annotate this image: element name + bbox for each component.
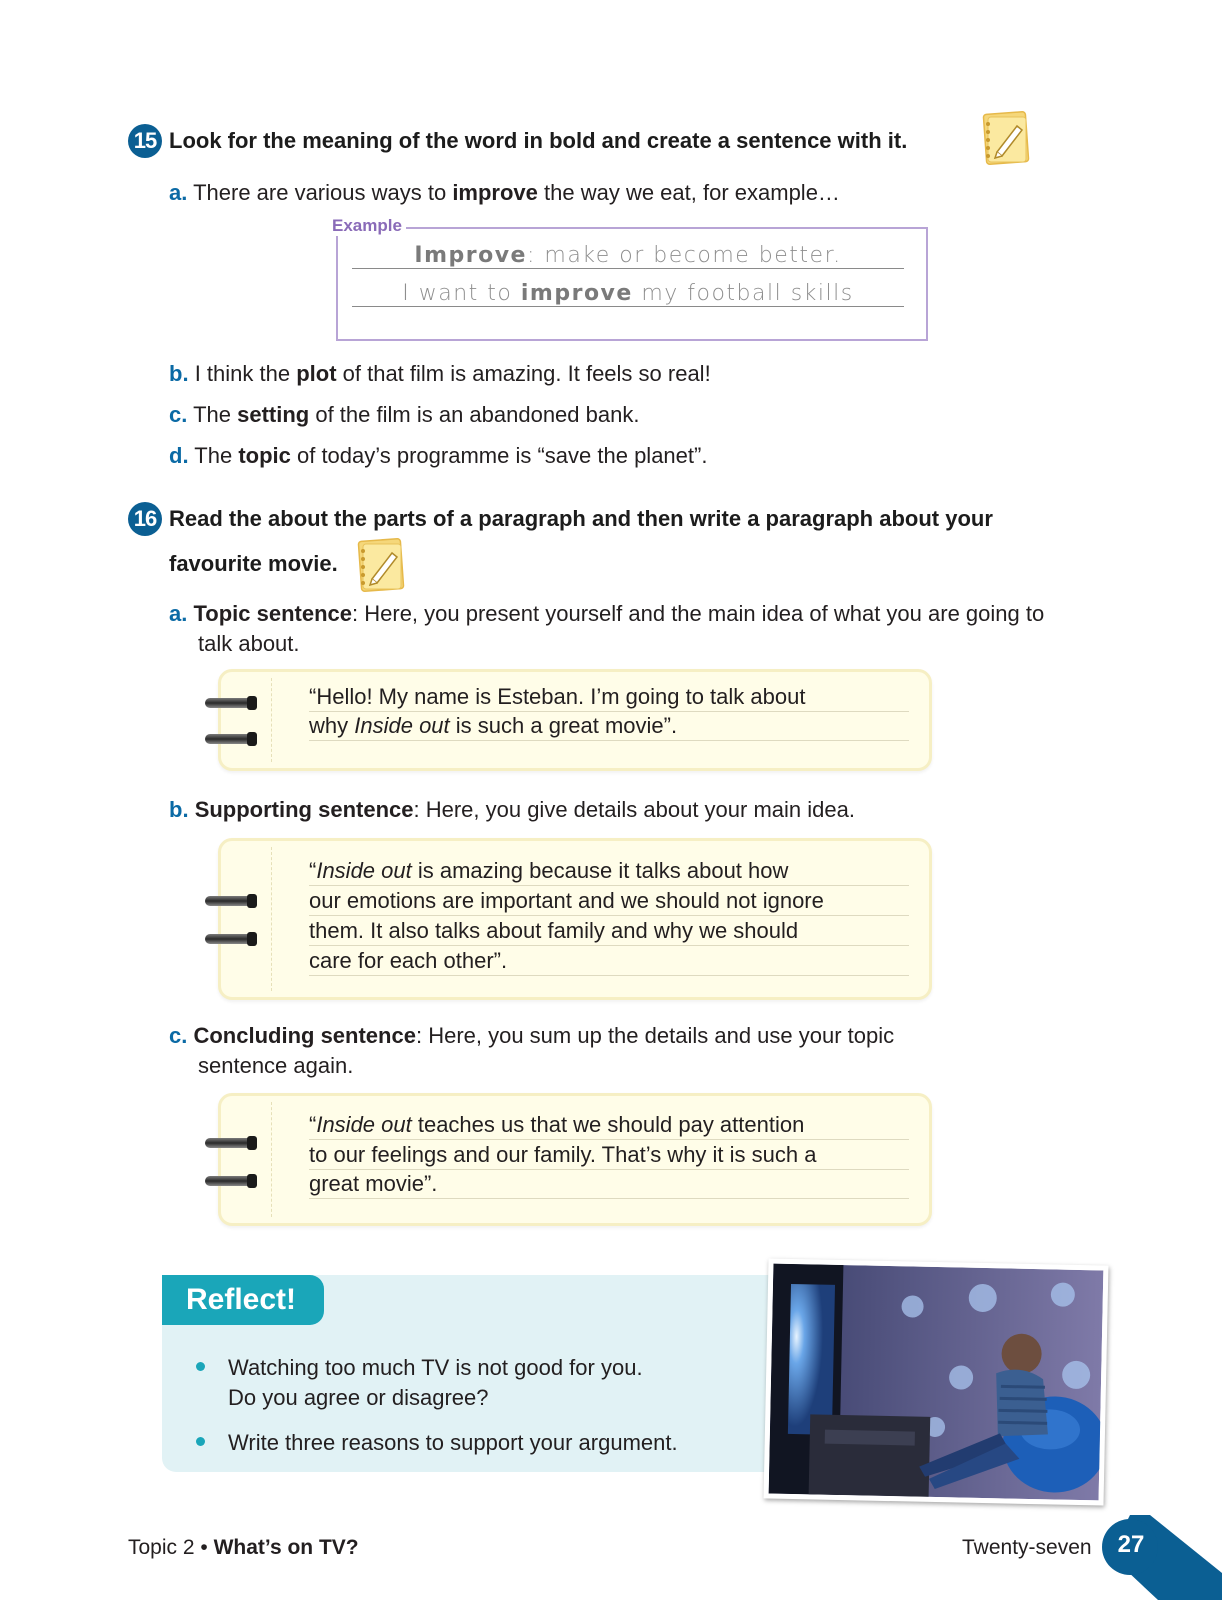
card-line: great movie”.: [309, 1169, 909, 1199]
item-letter: c.: [169, 402, 188, 427]
item-text-pre: I think the: [194, 361, 297, 386]
notebook-ring-icon: [205, 1138, 257, 1148]
exercise-15-instruction: Look for the meaning of the word in bold and create a sentence with it.: [169, 128, 908, 153]
exercise-16-item-a: [169, 601, 1044, 627]
card-text-pre: why: [309, 713, 355, 738]
notepad-pencil-icon: [355, 537, 407, 595]
notebook-ring-icon: [205, 934, 257, 944]
item-bold-term: Concluding sentence: [193, 1023, 416, 1048]
card-line: [309, 711, 909, 741]
notebook-ring-icon: [205, 1176, 257, 1186]
item-text-pre: The: [194, 443, 239, 468]
item-letter: d.: [169, 443, 189, 468]
example-definition-line: [352, 243, 904, 269]
exercise-15-item-b: [169, 361, 711, 387]
card-text-post: is amazing because it talks about how: [411, 858, 789, 883]
example-sentence-post: my football skills: [632, 281, 854, 306]
exercise-16-instruction-line1: Read the about the parts of a paragraph and then write a paragraph about your: [169, 506, 993, 531]
example-definition: : make or become better.: [526, 243, 842, 268]
item-text-post: of today’s programme is “save the planet”.: [290, 443, 708, 468]
note-card-concluding: [218, 1093, 932, 1226]
exercise-15-item-a: [169, 180, 840, 206]
item-bold-term: Topic sentence: [193, 601, 353, 626]
footer-topic: [128, 1536, 359, 1560]
example-sentence-line: [352, 281, 904, 307]
example-word: Improve: [414, 243, 527, 268]
reflect-title: Reflect!: [162, 1275, 324, 1325]
card-margin-line: [271, 847, 272, 991]
item-letter: b.: [169, 797, 189, 822]
item-text-pre: The: [193, 402, 238, 427]
card-line: them. It also talks about family and why we should: [309, 916, 909, 946]
bullet-dot: [196, 1437, 205, 1446]
page-number: 27: [1117, 1531, 1145, 1558]
item-text-post: of the film is an abandoned bank.: [309, 402, 640, 427]
exercise-16-item-c-continued: sentence again.: [198, 1053, 354, 1078]
notebook-ring-icon: [205, 734, 257, 744]
card-text-pre: “: [309, 1112, 317, 1137]
bullet-text-line2: Do you agree or disagree?: [228, 1385, 489, 1410]
notepad-pencil-icon: [980, 110, 1032, 168]
exercise-16-instruction-line2: favourite movie.: [169, 551, 338, 576]
item-bold-term: Supporting sentence: [194, 797, 414, 822]
card-text-italic: Inside out: [354, 713, 450, 738]
footer-topic-label: Topic 2: [128, 1536, 195, 1559]
exercise-number-15: 15: [128, 124, 162, 158]
bullet-dot: [196, 1362, 205, 1371]
item-letter: b.: [169, 361, 189, 386]
example-title: Example: [332, 216, 406, 236]
item-bold-word: setting: [237, 402, 310, 427]
card-text-post: is such a great movie”.: [449, 713, 678, 738]
item-bold-word: topic: [238, 443, 291, 468]
notebook-ring-icon: [205, 896, 257, 906]
exercise-16-item-a-continued: talk about.: [198, 631, 300, 656]
item-text-pre: There are various ways to: [193, 180, 453, 205]
card-line: [309, 856, 909, 886]
exercise-16-item-b: [169, 797, 855, 823]
item-letter: a.: [169, 180, 188, 205]
note-card-supporting: [218, 838, 932, 1000]
item-bold-word: plot: [296, 361, 337, 386]
item-text: : Here, you give details about your main idea.: [413, 797, 855, 822]
card-margin-line: [271, 678, 272, 762]
reflect-bullet-1: [228, 1355, 643, 1411]
item-letter: a.: [169, 601, 188, 626]
reflect-bullet-2: [228, 1430, 678, 1456]
footer-topic-title: What’s on TV?: [213, 1536, 359, 1559]
card-margin-line: [271, 1102, 272, 1217]
card-line: [309, 1110, 909, 1140]
exercise-15-item-d: [169, 443, 707, 469]
notebook-ring-icon: [205, 698, 257, 708]
item-text-post: the way we eat, for example…: [537, 180, 840, 205]
item-text: : Here, you sum up the details and use your topic: [415, 1023, 895, 1048]
card-line: to our feelings and our family. That’s why it is such a: [309, 1140, 909, 1170]
exercise-16-item-c: [169, 1023, 894, 1049]
item-letter: c.: [169, 1023, 188, 1048]
example-sentence-pre: I want to: [402, 281, 521, 306]
item-text: : Here, you present yourself and the main idea of what you are going to: [352, 601, 1045, 626]
footer-page-word: Twenty-seven: [962, 1536, 1092, 1559]
exercise-15-item-c: [169, 402, 639, 428]
item-text-post: of that film is amazing. It feels so real!: [336, 361, 711, 386]
tv-scene-illustration: [769, 1264, 1104, 1501]
exercise-number-16: 16: [128, 502, 162, 536]
note-card-topic: [218, 669, 932, 771]
card-line: “Hello! My name is Esteban. I’m going to talk about: [309, 682, 909, 712]
photo-boy-watching-tv: [764, 1258, 1109, 1505]
card-line: care for each other”.: [309, 946, 909, 976]
card-text-italic: Inside out: [316, 858, 412, 883]
example-sentence-bold: improve: [520, 281, 633, 306]
card-text-post: teaches us that we should pay attention: [411, 1112, 805, 1137]
card-text-italic: Inside out: [316, 1112, 412, 1137]
bullet-text: Write three reasons to support your argument.: [228, 1430, 678, 1455]
footer-separator: •: [194, 1536, 214, 1559]
card-text-pre: “: [309, 858, 317, 883]
card-line: our emotions are important and we should not ignore: [309, 886, 909, 916]
bullet-text-line1: Watching too much TV is not good for you.: [228, 1355, 643, 1380]
item-bold-word: improve: [452, 180, 538, 205]
